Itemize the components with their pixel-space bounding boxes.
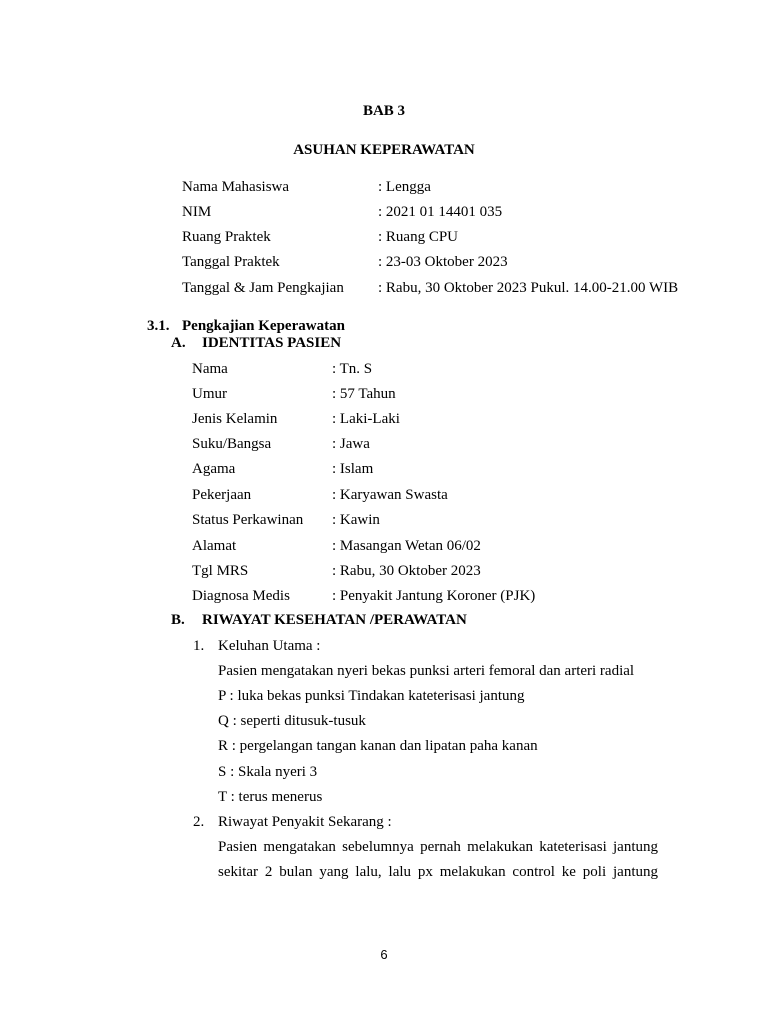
patient-value-age: : 57 Tahun [332,386,396,402]
info-label-practice-date: Tanggal Praktek [182,254,280,270]
patient-value-name: : Tn. S [332,361,373,377]
patient-value-admission: : Rabu, 30 Oktober 2023 [332,563,481,579]
item1-line: Q : seperti ditusuk-tusuk [218,713,366,729]
patient-label-name: Nama [192,361,228,377]
item1-line: Pasien mengatakan nyeri bekas punksi arteri femoral dan arteri radial [218,663,635,679]
subsection-b-letter: B. [171,612,185,628]
item2-title: Riwayat Penyakit Sekarang : [218,814,392,830]
item2-line: Pasien mengatakan sebelumnya pernah melakukan kateterisasi jantung [218,839,658,855]
patient-label-age: Umur [192,386,227,402]
patient-label-occupation: Pekerjaan [192,487,252,503]
item1-line: S : Skala nyeri 3 [218,764,318,780]
document-title: ASUHAN KEPERAWATAN [293,142,475,158]
patient-label-religion: Agama [192,461,236,477]
page-number: 6 [380,947,388,962]
section-title: Pengkajian Keperawatan [182,318,345,334]
item2-number: 2. [193,814,205,830]
patient-label-marital: Status Perkawinan [192,512,304,528]
section-number: 3.1. [147,318,170,334]
info-value-nim: : 2021 01 14401 035 [378,204,503,220]
item1-line: P : luka bekas punksi Tindakan kateterisasi jantung [218,688,525,704]
info-label-room: Ruang Praktek [182,229,271,245]
patient-value-occupation: : Karyawan Swasta [332,487,448,503]
patient-label-diagnosis: Diagnosa Medis [192,588,290,604]
patient-label-admission: Tgl MRS [192,563,249,579]
subsection-a-letter: A. [171,335,186,351]
patient-value-religion: : Islam [332,461,374,477]
patient-value-marital: : Kawin [332,512,380,528]
patient-value-diagnosis: : Penyakit Jantung Koroner (PJK) [332,588,536,604]
subsection-b-title: RIWAYAT KESEHATAN /PERAWATAN [202,612,467,628]
info-label-assessment-time: Tanggal & Jam Pengkajian [182,280,344,296]
info-label-student-name: Nama Mahasiswa [182,179,290,195]
info-value-room: : Ruang CPU [378,229,459,245]
patient-label-sex: Jenis Kelamin [192,411,278,427]
info-value-practice-date: : 23-03 Oktober 2023 [378,254,508,270]
patient-value-sex: : Laki-Laki [332,411,400,427]
patient-value-address: : Masangan Wetan 06/02 [332,538,481,554]
item1-line: T : terus menerus [218,789,323,805]
info-value-student-name: : Lengga [378,179,431,195]
patient-label-ethnicity: Suku/Bangsa [192,436,272,452]
subsection-a-title: IDENTITAS PASIEN [202,335,342,351]
info-label-nim: NIM [182,204,212,220]
chapter-heading: BAB 3 [362,103,406,119]
patient-label-address: Alamat [192,538,237,554]
item1-title: Keluhan Utama : [218,638,321,654]
item1-line: R : pergelangan tangan kanan dan lipatan paha kanan [218,738,538,754]
info-value-assessment-time: : Rabu, 30 Oktober 2023 Pukul. 14.00-21.00 WIB [378,280,679,296]
item1-number: 1. [193,638,205,654]
item2-line: sekitar 2 bulan yang lalu, lalu px melakukan control ke poli jantung [218,864,658,880]
patient-value-ethnicity: : Jawa [332,436,370,452]
